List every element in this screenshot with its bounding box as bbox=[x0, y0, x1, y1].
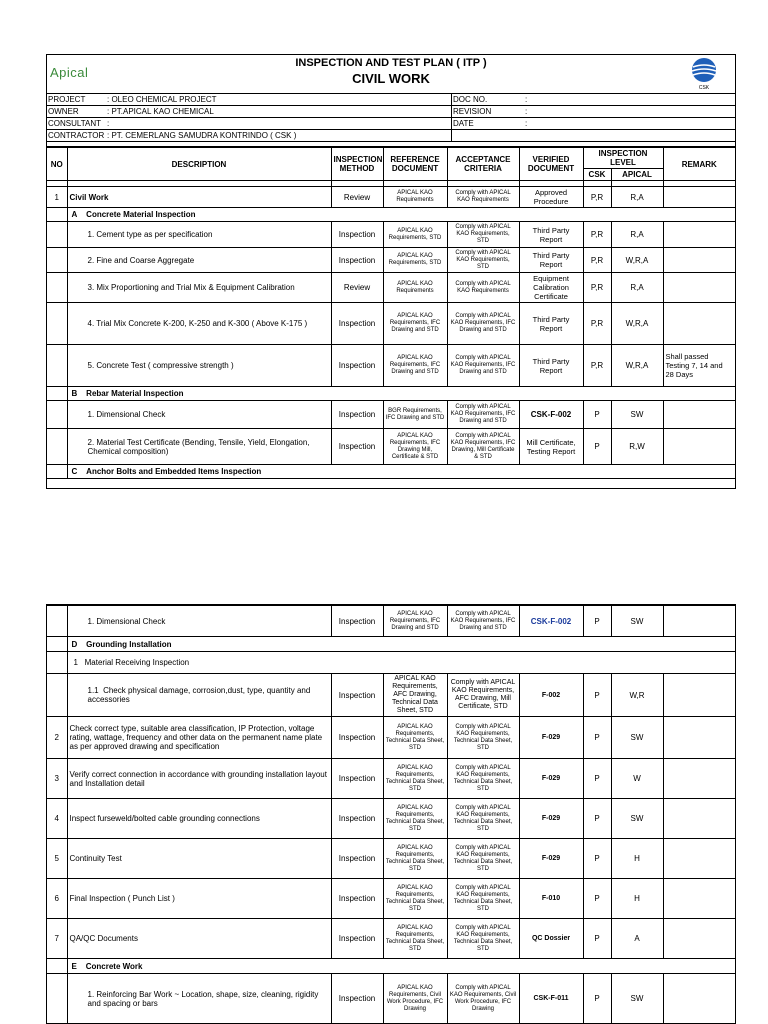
table-row: 1. Dimensional Check Inspection BGR Requirements, IFC Drawing and STD Comply with APICAL KAO Requirements, IFC Drawing and STD CSK-F-002 P SW bbox=[47, 401, 735, 429]
subsection-row-a: A Concrete Material Inspection bbox=[47, 208, 735, 222]
table-row: 2 Check correct type, suitable area classification, IP Protection, voltage rating, wattage, frequency and other data on the permanent name plate as per approved drawing and specification Inspection APICAL KAO Requirements, Technical Data Sheet, STD Comply with APICAL KAO Requirements, Technical Data Sheet, STD F-029 P SW bbox=[47, 717, 735, 759]
itp-sheet-page-1 bbox=[46, 54, 736, 489]
document-subtitle: CIVIL WORK bbox=[352, 71, 430, 86]
document-title: INSPECTION AND TEST PLAN ( ITP ) bbox=[295, 57, 487, 69]
csk-logo bbox=[689, 57, 719, 91]
info-row-project: PROJECT : OLEO CHEMICAL PROJECT DOC NO. : bbox=[47, 94, 735, 106]
subsection-row-e: E Concrete Work bbox=[47, 959, 735, 974]
itp-table-page-1: NO DESCRIPTION INSPECTION METHOD REFERENCE DOCUMENT ACCEPTANCE CRITERIA VERIFIED DOCUMENT INSPECTION LEVEL REMARK CSK APICAL 1 Civil Work Review APICAL KAO Requirements Comply with APICAL KAO Requirements Approved Procedure P,R R,A A Concrete Material Inspection 1. Cement type as per specification Inspection APICAL KAO Requirements, STD Comply with APICAL KAO Requirements, STD Third Party Report P,R R,A 2. Fine and Coarse Aggregate Inspection APICAL KAO Requirements, STD Comply with APICAL KAO Requirements, STD Third Party Report P,R W,R,A 3. Mix Proportioning and Trial Mix & Equipment Calibration Review APICAL KAO Requirements Comply with APICAL KAO Requirements Equipment Calibration Certificate P,R R,A 4. Trial Mix Concrete K-200, K-250 and K-300 ( Above K-175 ) Inspection APICAL KAO Requirements, IFC Drawing and STD Comply with APICAL KAO Requirements, IFC Drawing and STD Third Party Report P,R W,R,A 5. Concrete Test ( compressive strength ) Inspection APICAL KAO Requirements, IFC Drawing and STD Comply with APICAL KAO Requirements, IFC Drawing and STD Third Party Report P,R W,R,A Shall passed Testing 7, 14 and 28 Days B Rebar Material Inspection 1. Dimensional Check Inspection BGR Requirements, IFC Drawing and STD Comply with APICAL KAO Requirements, IFC Drawing and STD CSK-F-002 P SW 2. Material Test Certificate (Bending, Tensile, Yield, Elongation, Chemical composition) Inspection APICAL KAO Requirements, IFC Drawing Mill, Certificate & STD Comply with APICAL KAO Requirements, IFC Drawing, Mill Certificate & STD Mill Certificate, Testing Report P R,W C Anchor Bolts and Embedded Items Inspection bbox=[47, 147, 735, 479]
table-row: 5. Concrete Test ( compressive strength ) Inspection APICAL KAO Requirements, IFC Drawing and STD Comply with APICAL KAO Requirements, IFC Drawing and STD Third Party Report P,R W,R,A Shall passed Testing 7, 14 and 28 Days bbox=[47, 345, 735, 387]
document-header bbox=[47, 55, 735, 94]
info-row-consultant: CONSULTANT : DATE : bbox=[47, 118, 735, 130]
csk-globe-icon bbox=[689, 57, 719, 91]
table-row: 1. Reinforcing Bar Work ~ Location, shape, size, cleaning, rigidity and spacing or bars Inspection APICAL KAO Requirements, Civil Work Procedure, IFC Drawing Comply with APICAL KAO Requirements, Civil Work Procedure, IFC Drawing CSK-F-011 P SW bbox=[47, 974, 735, 1024]
table-row: 3. Mix Proportioning and Trial Mix & Equipment Calibration Review APICAL KAO Requirements Comply with APICAL KAO Requirements Equipment Calibration Certificate P,R R,A bbox=[47, 273, 735, 303]
apical-logo: Apical bbox=[50, 65, 89, 80]
itp-sheet-page-2 bbox=[46, 604, 736, 1024]
table-row: 1.1 Check physical damage, corrosion,dust, type, quantity and accessories Inspection APICAL KAO Requirements, AFC Drawing, Technical Data Sheet, STD Comply with APICAL KAO Requirements, AFC Drawing, Mill Certificate, STD F-002 P W,R bbox=[47, 674, 735, 717]
info-row-owner: OWNER : PT.APICAL KAO CHEMICAL REVISION : bbox=[47, 106, 735, 118]
subsection-row-c: C Anchor Bolts and Embedded Items Inspection bbox=[47, 465, 735, 479]
table-row: 4 Inspect furseweld/bolted cable grounding connections Inspection APICAL KAO Requirements, Technical Data Sheet, STD Comply with APICAL KAO Requirements, Technical Data Sheet, STD F-029 P SW bbox=[47, 799, 735, 839]
table-row: 2. Fine and Coarse Aggregate Inspection APICAL KAO Requirements, STD Comply with APICAL KAO Requirements, STD Third Party Report P,R W,R,A bbox=[47, 248, 735, 273]
table-row: 4. Trial Mix Concrete K-200, K-250 and K-300 ( Above K-175 ) Inspection APICAL KAO Requirements, IFC Drawing and STD Comply with APICAL KAO Requirements, IFC Drawing and STD Third Party Report P,R W,R,A bbox=[47, 303, 735, 345]
table-row: 5 Continuity Test Inspection APICAL KAO Requirements, Technical Data Sheet, STD Comply with APICAL KAO Requirements, Technical Data Sheet, STD F-029 P H bbox=[47, 839, 735, 879]
subsection-row-d: D Grounding Installation bbox=[47, 637, 735, 652]
table-row: 3 Verify correct connection in accordance with grounding installation layout and Installation detail Inspection APICAL KAO Requirements, Technical Data Sheet, STD Comply with APICAL KAO Requirements, Technical Data Sheet, STD F-029 P W bbox=[47, 759, 735, 799]
table-row: 1. Dimensional Check Inspection APICAL KAO Requirements, IFC Drawing and STD Comply with APICAL KAO Requirements, IFC Drawing and STD CSK-F-002 P SW bbox=[47, 606, 735, 637]
table-row: 1. Cement type as per specification Inspection APICAL KAO Requirements, STD Comply with APICAL KAO Requirements, STD Third Party Report P,R R,A bbox=[47, 222, 735, 248]
section-row-civil-work: 1 Civil Work Review APICAL KAO Requirements Comply with APICAL KAO Requirements Approved Procedure P,R R,A bbox=[47, 187, 735, 208]
table-row: 7 QA/QC Documents Inspection APICAL KAO Requirements, Technical Data Sheet, STD Comply with APICAL KAO Requirements, Technical Data Sheet, STD QC Dossier P A bbox=[47, 919, 735, 959]
info-row-contractor: CONTRACTOR : PT. CEMERLANG SAMUDRA KONTRINDO ( CSK ) bbox=[47, 130, 735, 142]
itp-table-page-2 bbox=[47, 605, 735, 1024]
subsection-row-d1: 1 Material Receiving Inspection bbox=[47, 652, 735, 674]
subsection-row-b: B Rebar Material Inspection bbox=[47, 387, 735, 401]
column-header-row: NO DESCRIPTION INSPECTION METHOD REFERENCE DOCUMENT ACCEPTANCE CRITERIA VERIFIED DOCUMENT INSPECTION LEVEL REMARK bbox=[47, 148, 735, 169]
table-row: 6 Final Inspection ( Punch List ) Inspection APICAL KAO Requirements, Technical Data Sheet, STD Comply with APICAL KAO Requirements, Technical Data Sheet, STD F-010 P H bbox=[47, 879, 735, 919]
svg-text:CSK: CSK bbox=[698, 85, 710, 91]
table-row: 2. Material Test Certificate (Bending, Tensile, Yield, Elongation, Chemical composition) Inspection APICAL KAO Requirements, IFC Drawing Mill, Certificate & STD Comply with APICAL KAO Requirements, IFC Drawing, Mill Certificate & STD Mill Certificate, Testing Report P R,W bbox=[47, 429, 735, 465]
